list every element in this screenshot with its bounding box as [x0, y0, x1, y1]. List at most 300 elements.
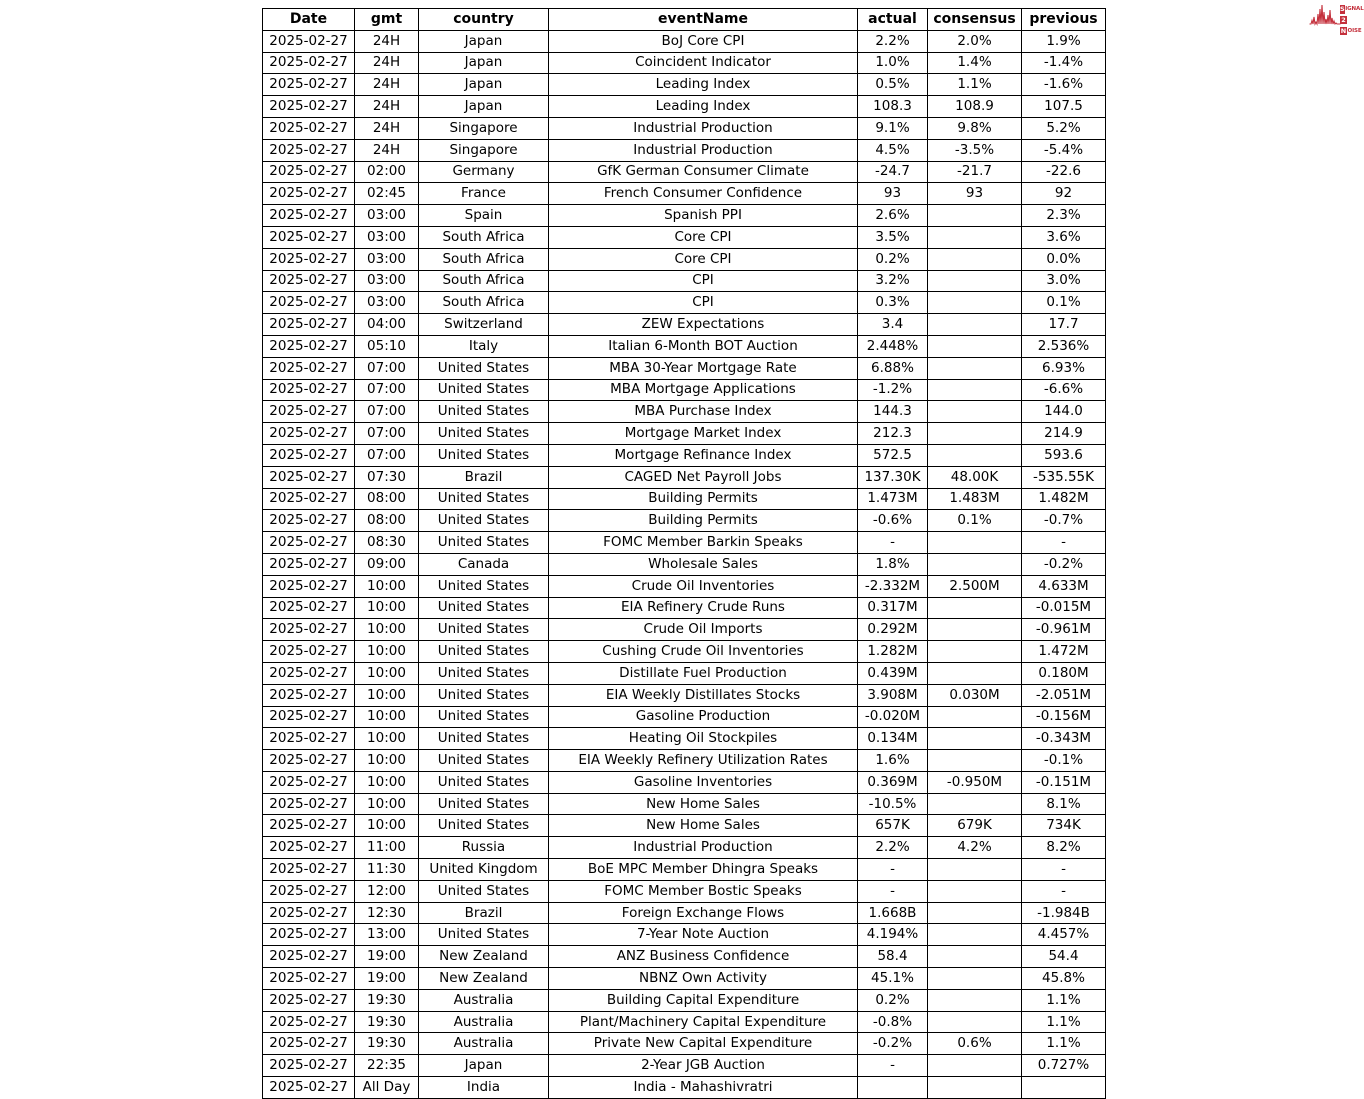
cell-date: 2025-02-27	[263, 292, 355, 314]
column-header-consensus[interactable]: consensus	[928, 9, 1022, 31]
cell-previous: 0.0%	[1022, 248, 1106, 270]
cell-previous: -	[1022, 880, 1106, 902]
cell-previous	[1022, 1077, 1106, 1099]
cell-country: United States	[419, 488, 549, 510]
cell-consensus	[928, 924, 1022, 946]
cell-previous: -1.4%	[1022, 52, 1106, 74]
cell-consensus	[928, 750, 1022, 772]
cell-date: 2025-02-27	[263, 510, 355, 532]
cell-gmt: 07:00	[355, 423, 419, 445]
cell-consensus: -0.950M	[928, 771, 1022, 793]
table-row[interactable]	[263, 335, 1106, 357]
cell-consensus	[928, 335, 1022, 357]
cell-actual: 0.2%	[858, 248, 928, 270]
cell-previous: 1.482M	[1022, 488, 1106, 510]
cell-country: Japan	[419, 96, 549, 118]
cell-previous: 1.1%	[1022, 1033, 1106, 1055]
cell-actual: 2.2%	[858, 837, 928, 859]
cell-actual: 1.6%	[858, 750, 928, 772]
cell-eventName: CAGED Net Payroll Jobs	[549, 466, 858, 488]
cell-country: Switzerland	[419, 314, 549, 336]
cell-actual: 144.3	[858, 401, 928, 423]
table-row[interactable]	[263, 161, 1106, 183]
cell-eventName: Private New Capital Expenditure	[549, 1033, 858, 1055]
table-row[interactable]	[263, 270, 1106, 292]
cell-eventName: Wholesale Sales	[549, 553, 858, 575]
table-row[interactable]	[263, 1055, 1106, 1077]
cell-actual: 9.1%	[858, 117, 928, 139]
logo-line-2-cap: 2	[1341, 15, 1346, 24]
table-row[interactable]	[263, 880, 1106, 902]
cell-country: United States	[419, 532, 549, 554]
cell-country: United States	[419, 575, 549, 597]
table-row[interactable]	[263, 423, 1106, 445]
cell-actual: 0.369M	[858, 771, 928, 793]
cell-gmt: 19:00	[355, 946, 419, 968]
cell-gmt: All Day	[355, 1077, 419, 1099]
cell-eventName: Industrial Production	[549, 117, 858, 139]
cell-country: United States	[419, 750, 549, 772]
cell-eventName: Plant/Machinery Capital Expenditure	[549, 1011, 858, 1033]
cell-date: 2025-02-27	[263, 706, 355, 728]
cell-previous: 734K	[1022, 815, 1106, 837]
cell-date: 2025-02-27	[263, 205, 355, 227]
cell-gmt: 07:00	[355, 357, 419, 379]
cell-country: United States	[419, 444, 549, 466]
cell-consensus: 1.4%	[928, 52, 1022, 74]
table-row[interactable]	[263, 728, 1106, 750]
cell-date: 2025-02-27	[263, 357, 355, 379]
cell-consensus	[928, 902, 1022, 924]
cell-country: India	[419, 1077, 549, 1099]
cell-eventName: EIA Refinery Crude Runs	[549, 597, 858, 619]
cell-actual: 2.6%	[858, 205, 928, 227]
cell-date: 2025-02-27	[263, 968, 355, 990]
cell-previous: 0.180M	[1022, 662, 1106, 684]
table-row[interactable]	[263, 771, 1106, 793]
logo-wordmark	[1340, 5, 1362, 35]
cell-country: United States	[419, 597, 549, 619]
cell-gmt: 10:00	[355, 750, 419, 772]
cell-date: 2025-02-27	[263, 989, 355, 1011]
cell-actual: 4.194%	[858, 924, 928, 946]
column-header-country[interactable]: country	[419, 9, 549, 31]
cell-date: 2025-02-27	[263, 641, 355, 663]
cell-date: 2025-02-27	[263, 226, 355, 248]
cell-country: Singapore	[419, 139, 549, 161]
cell-eventName: Industrial Production	[549, 139, 858, 161]
table-row[interactable]	[263, 924, 1106, 946]
table-row[interactable]	[263, 379, 1106, 401]
cell-gmt: 11:00	[355, 837, 419, 859]
cell-previous: -	[1022, 532, 1106, 554]
cell-eventName: MBA Mortgage Applications	[549, 379, 858, 401]
cell-eventName: Crude Oil Imports	[549, 619, 858, 641]
table-row[interactable]	[263, 750, 1106, 772]
table-row[interactable]	[263, 619, 1106, 641]
cell-date: 2025-02-27	[263, 880, 355, 902]
cell-country: South Africa	[419, 226, 549, 248]
cell-eventName: Building Capital Expenditure	[549, 989, 858, 1011]
cell-consensus	[928, 968, 1022, 990]
cell-gmt: 24H	[355, 30, 419, 52]
cell-country: Germany	[419, 161, 549, 183]
cell-date: 2025-02-27	[263, 771, 355, 793]
cell-country: United Kingdom	[419, 859, 549, 881]
cell-country: Italy	[419, 335, 549, 357]
table-header-row	[263, 9, 1106, 31]
cell-consensus	[928, 946, 1022, 968]
cell-eventName: Distillate Fuel Production	[549, 662, 858, 684]
table-row[interactable]	[263, 662, 1106, 684]
cell-actual: -0.020M	[858, 706, 928, 728]
cell-previous: 144.0	[1022, 401, 1106, 423]
cell-country: United States	[419, 401, 549, 423]
cell-gmt: 10:00	[355, 662, 419, 684]
table-row[interactable]	[263, 357, 1106, 379]
cell-date: 2025-02-27	[263, 52, 355, 74]
cell-country: United States	[419, 510, 549, 532]
table-row[interactable]	[263, 226, 1106, 248]
logo-wordmark-line-3	[1340, 27, 1362, 36]
cell-gmt: 03:00	[355, 248, 419, 270]
cell-previous: -6.6%	[1022, 379, 1106, 401]
cell-consensus	[928, 226, 1022, 248]
column-header-gmt[interactable]: gmt	[355, 9, 419, 31]
cell-country: Australia	[419, 1033, 549, 1055]
economic-calendar-table	[262, 8, 1106, 1099]
cell-consensus: -3.5%	[928, 139, 1022, 161]
cell-consensus: 0.6%	[928, 1033, 1022, 1055]
cell-consensus	[928, 444, 1022, 466]
cell-gmt: 10:00	[355, 641, 419, 663]
cell-country: United States	[419, 815, 549, 837]
cell-gmt: 03:00	[355, 205, 419, 227]
table-row[interactable]	[263, 946, 1106, 968]
cell-country: United States	[419, 619, 549, 641]
cell-gmt: 05:10	[355, 335, 419, 357]
cell-actual: -	[858, 532, 928, 554]
cell-actual: 45.1%	[858, 968, 928, 990]
column-header-date[interactable]: Date	[263, 9, 355, 31]
cell-country: United States	[419, 641, 549, 663]
table-row[interactable]	[263, 488, 1106, 510]
table-row[interactable]	[263, 510, 1106, 532]
cell-date: 2025-02-27	[263, 662, 355, 684]
table-row[interactable]	[263, 248, 1106, 270]
cell-date: 2025-02-27	[263, 30, 355, 52]
cell-date: 2025-02-27	[263, 466, 355, 488]
cell-gmt: 12:30	[355, 902, 419, 924]
cell-gmt: 19:00	[355, 968, 419, 990]
cell-eventName: Building Permits	[549, 510, 858, 532]
cell-previous: 1.9%	[1022, 30, 1106, 52]
cell-eventName: EIA Weekly Distillates Stocks	[549, 684, 858, 706]
table-row[interactable]	[263, 444, 1106, 466]
cell-actual: 1.668B	[858, 902, 928, 924]
cell-eventName: Building Permits	[549, 488, 858, 510]
cell-date: 2025-02-27	[263, 728, 355, 750]
cell-eventName: Leading Index	[549, 74, 858, 96]
cell-previous: -0.015M	[1022, 597, 1106, 619]
table-row[interactable]	[263, 815, 1106, 837]
cell-previous: 3.6%	[1022, 226, 1106, 248]
cell-actual: 212.3	[858, 423, 928, 445]
cell-previous: 1.1%	[1022, 989, 1106, 1011]
cell-country: Australia	[419, 1011, 549, 1033]
table-row[interactable]	[263, 859, 1106, 881]
table-row[interactable]	[263, 205, 1106, 227]
cell-gmt: 11:30	[355, 859, 419, 881]
cell-country: United States	[419, 728, 549, 750]
cell-previous: 2.3%	[1022, 205, 1106, 227]
cell-eventName: ANZ Business Confidence	[549, 946, 858, 968]
cell-actual: -	[858, 880, 928, 902]
cell-gmt: 08:00	[355, 510, 419, 532]
cell-actual: 108.3	[858, 96, 928, 118]
cell-consensus	[928, 728, 1022, 750]
cell-previous: -1.6%	[1022, 74, 1106, 96]
cell-gmt: 24H	[355, 74, 419, 96]
cell-gmt: 24H	[355, 96, 419, 118]
cell-gmt: 22:35	[355, 1055, 419, 1077]
cell-date: 2025-02-27	[263, 335, 355, 357]
cell-date: 2025-02-27	[263, 117, 355, 139]
cell-date: 2025-02-27	[263, 924, 355, 946]
cell-consensus	[928, 793, 1022, 815]
cell-country: United States	[419, 924, 549, 946]
cell-date: 2025-02-27	[263, 444, 355, 466]
cell-previous: 4.457%	[1022, 924, 1106, 946]
table-row[interactable]	[263, 793, 1106, 815]
cell-consensus: 1.1%	[928, 74, 1022, 96]
cell-country: United States	[419, 771, 549, 793]
table-row[interactable]	[263, 314, 1106, 336]
table-row[interactable]	[263, 575, 1106, 597]
waveform-icon	[1309, 4, 1341, 36]
cell-actual: 3.908M	[858, 684, 928, 706]
table-row[interactable]	[263, 466, 1106, 488]
cell-date: 2025-02-27	[263, 532, 355, 554]
cell-country: Japan	[419, 52, 549, 74]
table-row[interactable]	[263, 139, 1106, 161]
cell-previous: 3.0%	[1022, 270, 1106, 292]
cell-consensus	[928, 1011, 1022, 1033]
cell-eventName: CPI	[549, 292, 858, 314]
cell-previous: -0.961M	[1022, 619, 1106, 641]
cell-gmt: 19:30	[355, 1011, 419, 1033]
cell-previous: -0.343M	[1022, 728, 1106, 750]
table-row[interactable]	[263, 52, 1106, 74]
cell-gmt: 02:45	[355, 183, 419, 205]
table-row[interactable]	[263, 1011, 1106, 1033]
cell-actual: 0.439M	[858, 662, 928, 684]
cell-actual: 137.30K	[858, 466, 928, 488]
cell-actual: 3.2%	[858, 270, 928, 292]
cell-consensus	[928, 859, 1022, 881]
cell-eventName: Heating Oil Stockpiles	[549, 728, 858, 750]
cell-date: 2025-02-27	[263, 183, 355, 205]
cell-eventName: ZEW Expectations	[549, 314, 858, 336]
table-row[interactable]	[263, 837, 1106, 859]
cell-consensus	[928, 205, 1022, 227]
cell-previous: 4.633M	[1022, 575, 1106, 597]
logo-line-3-cap: N	[1340, 26, 1347, 35]
cell-actual: 58.4	[858, 946, 928, 968]
cell-consensus	[928, 619, 1022, 641]
cell-actual: -0.8%	[858, 1011, 928, 1033]
cell-previous: 45.8%	[1022, 968, 1106, 990]
cell-eventName: Crude Oil Inventories	[549, 575, 858, 597]
cell-previous: 8.2%	[1022, 837, 1106, 859]
cell-gmt: 08:00	[355, 488, 419, 510]
cell-actual: 0.2%	[858, 989, 928, 1011]
cell-previous: -535.55K	[1022, 466, 1106, 488]
cell-consensus	[928, 641, 1022, 663]
cell-date: 2025-02-27	[263, 1011, 355, 1033]
table-row[interactable]	[263, 597, 1106, 619]
cell-actual: 93	[858, 183, 928, 205]
cell-eventName: Industrial Production	[549, 837, 858, 859]
logo-line-1-cap: S	[1340, 5, 1345, 13]
cell-date: 2025-02-27	[263, 859, 355, 881]
cell-country: Australia	[419, 989, 549, 1011]
table-row[interactable]	[263, 1033, 1106, 1055]
cell-consensus: 93	[928, 183, 1022, 205]
cell-consensus: 1.483M	[928, 488, 1022, 510]
cell-country: Japan	[419, 30, 549, 52]
cell-actual: -	[858, 1055, 928, 1077]
cell-eventName: 7-Year Note Auction	[549, 924, 858, 946]
column-header-previous[interactable]: previous	[1022, 9, 1106, 31]
cell-country: Japan	[419, 74, 549, 96]
table-row[interactable]	[263, 641, 1106, 663]
column-header-actual[interactable]: actual	[858, 9, 928, 31]
cell-date: 2025-02-27	[263, 793, 355, 815]
cell-consensus: 679K	[928, 815, 1022, 837]
table-row[interactable]	[263, 96, 1106, 118]
cell-gmt: 10:00	[355, 771, 419, 793]
cell-previous: -0.151M	[1022, 771, 1106, 793]
cell-consensus	[928, 597, 1022, 619]
cell-eventName: MBA Purchase Index	[549, 401, 858, 423]
cell-actual: 4.5%	[858, 139, 928, 161]
cell-actual: 6.88%	[858, 357, 928, 379]
cell-country: United States	[419, 880, 549, 902]
table-row[interactable]	[263, 1077, 1106, 1099]
cell-consensus	[928, 989, 1022, 1011]
logo-wordmark-line-1	[1340, 5, 1362, 14]
cell-date: 2025-02-27	[263, 815, 355, 837]
cell-date: 2025-02-27	[263, 597, 355, 619]
cell-date: 2025-02-27	[263, 902, 355, 924]
cell-consensus	[928, 292, 1022, 314]
cell-consensus: -21.7	[928, 161, 1022, 183]
cell-previous: 17.7	[1022, 314, 1106, 336]
cell-consensus	[928, 1077, 1022, 1099]
table-row[interactable]	[263, 989, 1106, 1011]
cell-country: South Africa	[419, 270, 549, 292]
table-row[interactable]	[263, 553, 1106, 575]
cell-date: 2025-02-27	[263, 248, 355, 270]
cell-previous: 0.727%	[1022, 1055, 1106, 1077]
cell-previous: -0.2%	[1022, 553, 1106, 575]
cell-gmt: 10:00	[355, 575, 419, 597]
table-row[interactable]	[263, 30, 1106, 52]
cell-eventName: EIA Weekly Refinery Utilization Rates	[549, 750, 858, 772]
cell-previous: 107.5	[1022, 96, 1106, 118]
cell-actual: 1.473M	[858, 488, 928, 510]
table-row[interactable]	[263, 117, 1106, 139]
column-header-eventName[interactable]: eventName	[549, 9, 858, 31]
cell-consensus	[928, 553, 1022, 575]
cell-gmt: 03:00	[355, 226, 419, 248]
cell-previous: 92	[1022, 183, 1106, 205]
cell-date: 2025-02-27	[263, 553, 355, 575]
cell-eventName: Core CPI	[549, 248, 858, 270]
table-row[interactable]	[263, 532, 1106, 554]
cell-country: Russia	[419, 837, 549, 859]
cell-gmt: 10:00	[355, 619, 419, 641]
cell-previous: 6.93%	[1022, 357, 1106, 379]
cell-eventName: Mortgage Refinance Index	[549, 444, 858, 466]
cell-gmt: 10:00	[355, 684, 419, 706]
cell-actual: 1.8%	[858, 553, 928, 575]
cell-country: New Zealand	[419, 968, 549, 990]
cell-date: 2025-02-27	[263, 1077, 355, 1099]
cell-gmt: 07:00	[355, 401, 419, 423]
table-row[interactable]	[263, 401, 1106, 423]
cell-actual: 0.5%	[858, 74, 928, 96]
cell-previous: 5.2%	[1022, 117, 1106, 139]
cell-eventName: Gasoline Production	[549, 706, 858, 728]
cell-date: 2025-02-27	[263, 314, 355, 336]
cell-eventName: Core CPI	[549, 226, 858, 248]
cell-previous: -0.156M	[1022, 706, 1106, 728]
cell-actual: -10.5%	[858, 793, 928, 815]
cell-gmt: 07:00	[355, 444, 419, 466]
cell-eventName: Leading Index	[549, 96, 858, 118]
table-row[interactable]	[263, 183, 1106, 205]
cell-country: Brazil	[419, 466, 549, 488]
cell-date: 2025-02-27	[263, 488, 355, 510]
cell-eventName: MBA 30-Year Mortgage Rate	[549, 357, 858, 379]
table-row[interactable]	[263, 902, 1106, 924]
cell-actual: 1.282M	[858, 641, 928, 663]
cell-actual: -2.332M	[858, 575, 928, 597]
cell-actual: -1.2%	[858, 379, 928, 401]
table-row[interactable]	[263, 968, 1106, 990]
cell-actual	[858, 1077, 928, 1099]
table-row[interactable]	[263, 684, 1106, 706]
cell-previous: 0.1%	[1022, 292, 1106, 314]
cell-consensus: 0.1%	[928, 510, 1022, 532]
cell-eventName: New Home Sales	[549, 793, 858, 815]
cell-country: South Africa	[419, 248, 549, 270]
cell-consensus	[928, 880, 1022, 902]
cell-actual: 3.4	[858, 314, 928, 336]
cell-date: 2025-02-27	[263, 619, 355, 641]
cell-country: United States	[419, 793, 549, 815]
cell-actual: -0.6%	[858, 510, 928, 532]
cell-country: United States	[419, 357, 549, 379]
table-row[interactable]	[263, 74, 1106, 96]
table-row[interactable]	[263, 292, 1106, 314]
cell-actual: 1.0%	[858, 52, 928, 74]
table-row[interactable]	[263, 706, 1106, 728]
cell-consensus	[928, 314, 1022, 336]
cell-previous: 8.1%	[1022, 793, 1106, 815]
